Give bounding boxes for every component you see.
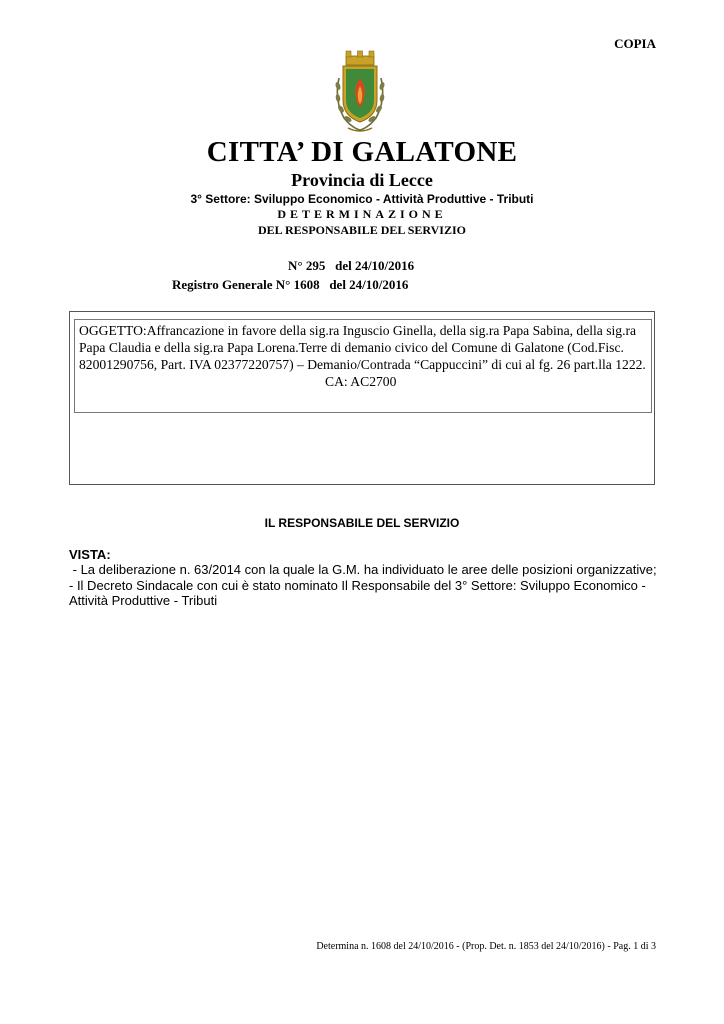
vista-list — [69, 562, 659, 609]
sector-title: 3° Settore: Sviluppo Economico - Attività Produttive - Tributi — [190, 192, 534, 206]
vista-item: - Il Decreto Sindacale con cui è stato nominato Il Responsabile del 3° Settore: Sviluppo Economico - Attività Produttive - Tributi — [69, 577, 646, 608]
determination-number: N° 295 del 24/10/2016 — [288, 258, 415, 273]
vista-item: - La deliberazione n. 63/2014 con la quale la G.M. ha individuato le aree delle posizioni organizzative; — [69, 562, 657, 577]
page-footer: Determina n. 1608 del 24/10/2016 - (Prop. Det. n. 1853 del 24/10/2016) - Pag. 1 di 3 — [316, 941, 656, 952]
province-title: Provincia di Lecce — [291, 170, 433, 190]
subject-text-box — [74, 319, 652, 413]
subject-ca-code: CA: AC2700 — [325, 374, 397, 389]
responsible-heading: DEL RESPONSABILE DEL SERVIZIO — [258, 223, 466, 237]
section-title: IL RESPONSABILE DEL SERVIZIO — [264, 516, 460, 530]
copy-label: COPIA — [614, 36, 656, 51]
city-coat-of-arms-icon — [330, 50, 390, 136]
city-title: CITTA’ DI GALATONE — [206, 136, 518, 168]
general-register-number: Registro Generale N° 1608 del 24/10/2016 — [172, 277, 409, 292]
subject-box — [69, 311, 655, 485]
vista-label: VISTA: — [69, 547, 111, 562]
subject-text: OGGETTO:Affrancazione in favore della sig.ra Inguscio Ginella, della sig.ra Papa Sabina, della sig.ra Papa Claudia e della sig.ra Papa Lorena.Terre di demanio civico del Comune di Galatone (Cod.Fisc. 82001290756, Part. IVA 02377220757) – Demanio/Contrada “Cappuccini” di cui al fg. 26 part.lla 1222. — [79, 323, 646, 372]
document-type: DETERMINAZIONE — [277, 207, 447, 221]
